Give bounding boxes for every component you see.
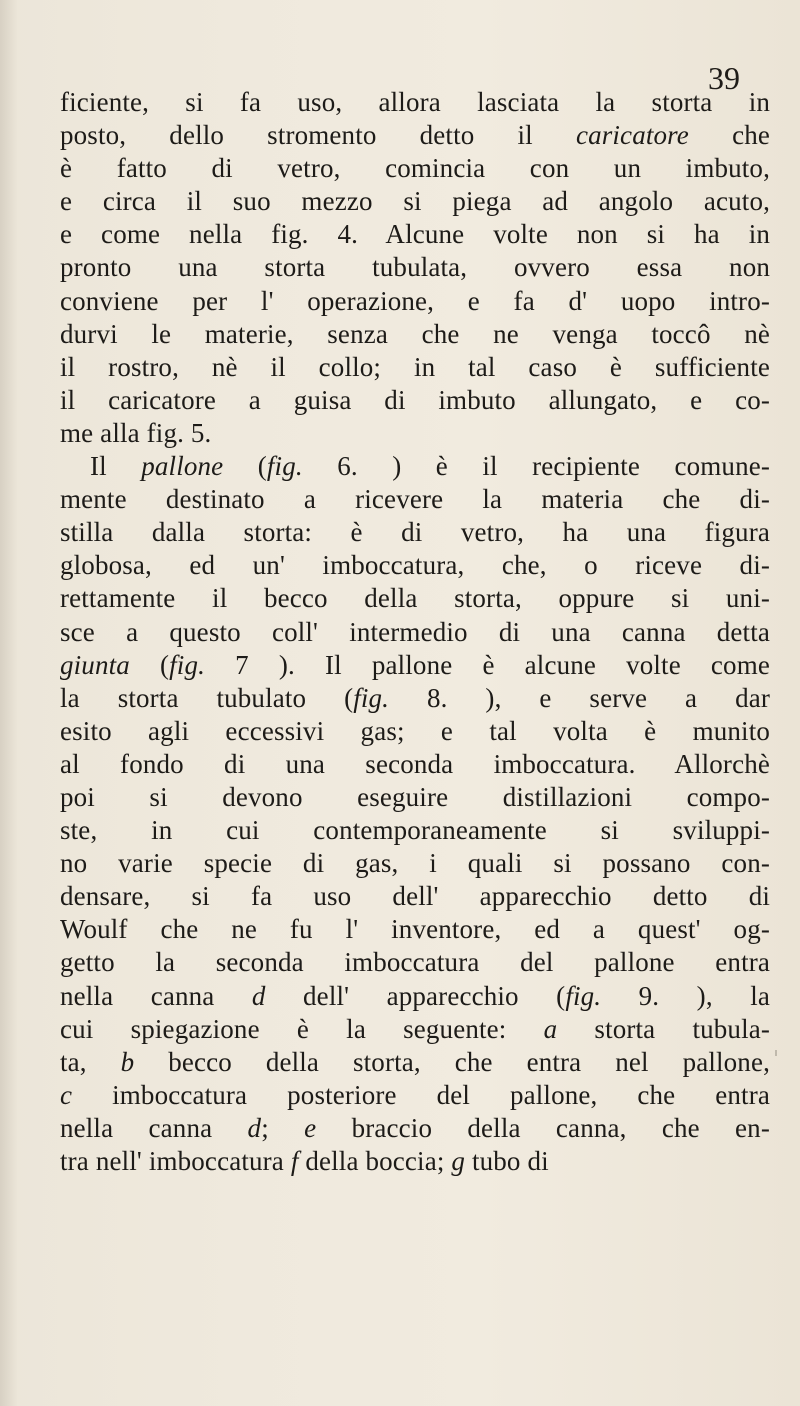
italic-term: c xyxy=(60,1079,73,1110)
text-span: 7 ). Il pallone è alcune volte come xyxy=(205,649,770,680)
text-line-9: il rostro, nè il collo; in tal caso è sufficiente xyxy=(60,351,770,382)
text-line-31 xyxy=(60,1079,770,1112)
text-span: storta tubula- xyxy=(557,1013,770,1044)
text-span: nella canna xyxy=(60,1112,248,1143)
text-line-18 xyxy=(60,649,770,682)
text-line-33 xyxy=(60,1145,770,1178)
text-span: dell' apparecchio ( xyxy=(265,980,566,1011)
text-line-22: poi si devono eseguire distillazioni compo- xyxy=(60,781,770,812)
text-line-23: ste, in cui contemporaneamente si sviluppi- xyxy=(60,815,770,846)
text-line-13: mente destinato a ricevere la materia che di- xyxy=(60,484,770,515)
text-span: nella canna xyxy=(60,980,252,1011)
italic-term: pallone xyxy=(141,451,224,482)
paper-speck xyxy=(775,1050,777,1056)
italic-term: b xyxy=(120,1046,135,1077)
text-line-12 xyxy=(60,450,770,483)
text-line-11: me alla fig. 5. xyxy=(60,417,212,448)
italic-term: f xyxy=(290,1146,299,1176)
text-line-28 xyxy=(60,980,770,1013)
italic-term: d xyxy=(247,1112,262,1143)
text-span: che xyxy=(688,120,770,151)
text-line-5: e come nella fig. 4. Alcune volte non si ha in xyxy=(60,219,770,250)
text-span: 8. ), e serve a dar xyxy=(389,682,770,713)
text-line-27: getto la seconda imboccatura del pallone entra xyxy=(60,947,770,978)
text-span: ( xyxy=(223,451,267,482)
text-line-15: globosa, ed un' imboccatura, che, o riceve di- xyxy=(60,550,770,581)
text-line-24: no varie specie di gas, i quali si possano con- xyxy=(60,848,770,879)
text-line-25: densare, si fa uso dell' apparecchio detto di xyxy=(60,881,770,912)
text-span: becco della storta, che entra nel pallone, xyxy=(134,1046,770,1077)
text-span: imboccatura posteriore del pallone, che entra xyxy=(72,1079,770,1110)
text-span: ( xyxy=(129,649,170,680)
text-line-6: pronto una storta tubulata, ovvero essa non xyxy=(60,252,770,283)
text-line-21: al fondo di una seconda imboccatura. Allorchè xyxy=(60,748,770,779)
text-span: braccio della canna, che en- xyxy=(316,1112,770,1143)
text-span: 9. ), la xyxy=(601,980,770,1011)
italic-term: fig. xyxy=(565,980,602,1011)
text-line-32 xyxy=(60,1112,770,1145)
text-line-14: stilla dalla storta: è di vetro, ha una figura xyxy=(60,517,770,548)
text-line-29 xyxy=(60,1013,770,1046)
text-span: posto, dello stromento detto il xyxy=(60,120,576,151)
text-line-19 xyxy=(60,682,770,715)
text-span: 6. ) è il recipiente comune- xyxy=(302,451,770,482)
text-line-10: il caricatore a guisa di imbuto allungato, e co- xyxy=(60,384,770,415)
page-number: 39 xyxy=(708,60,740,96)
text-line-4: e circa il suo mezzo si piega ad angolo acuto, xyxy=(60,186,770,217)
italic-term: fig. xyxy=(169,649,205,680)
italic-term: a xyxy=(543,1013,558,1044)
italic-term: g xyxy=(451,1146,466,1176)
text-span: la storta tubulato ( xyxy=(60,682,354,713)
page-gutter-shadow xyxy=(0,0,18,1406)
text-span: cui spiegazione è la seguente: xyxy=(60,1013,544,1044)
text-line-16: rettamente il becco della storta, oppure si uni- xyxy=(60,583,770,614)
text-span: tra nell' imboccatura xyxy=(60,1146,291,1176)
text-span: ta, xyxy=(60,1046,121,1077)
italic-term: giunta xyxy=(60,649,130,680)
italic-term: fig. xyxy=(266,451,303,482)
text-line-20: esito agli eccessivi gas; e tal volta è munito xyxy=(60,715,770,746)
text-line-26: Woulf che ne fu l' inventore, ed a quest' og- xyxy=(60,914,770,945)
text-span: Il xyxy=(90,451,142,482)
text-span: della boccia; xyxy=(298,1146,452,1176)
text-line-17: sce a questo coll' intermedio di una canna detta xyxy=(60,616,770,647)
text-span: tubo di xyxy=(465,1146,549,1176)
text-line-8: durvi le materie, senza che ne venga toccô nè xyxy=(60,318,770,349)
text-line-3: è fatto di vetro, comincia con un imbuto, xyxy=(60,153,770,184)
text-line-30 xyxy=(60,1046,770,1079)
text-line-7: conviene per l' operazione, e fa d' uopo intro- xyxy=(60,285,770,316)
italic-term: caricatore xyxy=(575,120,689,151)
italic-term: fig. xyxy=(353,682,390,713)
body-text xyxy=(60,86,770,1178)
italic-term: e xyxy=(304,1112,317,1143)
text-line-1: ficiente, si fa uso, allora lasciata la storta in xyxy=(60,87,770,117)
text-span: ; xyxy=(261,1112,305,1143)
text-line-2 xyxy=(60,119,770,152)
italic-term: d xyxy=(251,980,266,1011)
